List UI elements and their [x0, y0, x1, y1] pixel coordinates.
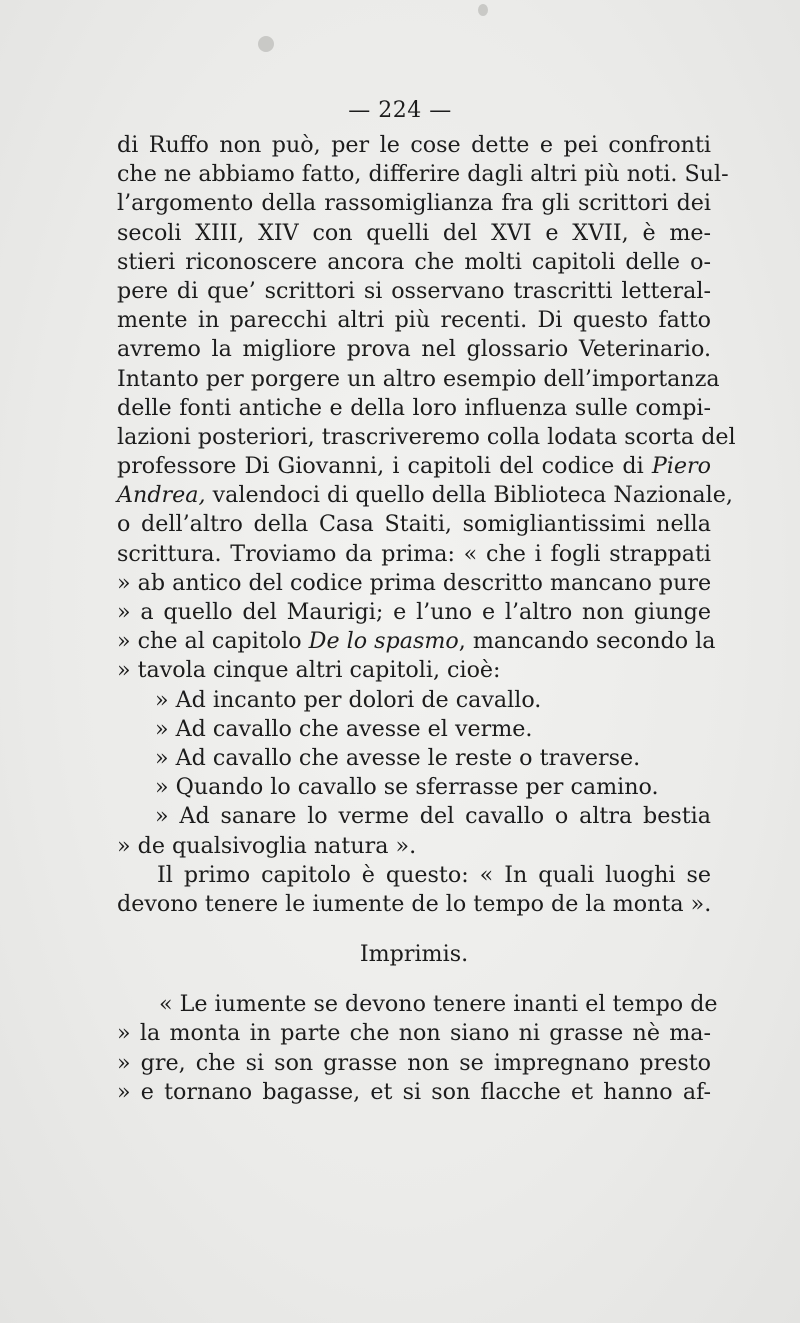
- text-line: [117, 452, 711, 481]
- chapter-line: » Ad incanto per dolori de cavallo.: [155, 686, 542, 713]
- text-line: lazioni posteriori, trascriveremo colla lodata scorta del: [117, 423, 736, 450]
- text-line: » ab antico del codice prima descritto mancano pure: [117, 569, 712, 596]
- text-line: [117, 481, 733, 510]
- text-line: di Ruffo non può, per le cose dette e pei confronti: [117, 132, 711, 158]
- page-number: — 224 —: [348, 98, 452, 123]
- text-line: che ne abbiamo fatto, differire dagli altri più noti. Sul-: [117, 161, 729, 188]
- text-segment: valendoci di quello della Biblioteca Nazionale,: [212, 482, 733, 509]
- text-line: Il primo capitolo è questo: « In quali luoghi se: [157, 861, 711, 888]
- text-line: o dell’altro della Casa Staiti, somigliantissimi nella: [117, 511, 711, 538]
- text-line: [117, 627, 716, 656]
- italic-name: Andrea,: [117, 482, 206, 509]
- text-line: Intanto per porgere un altro esempio dell’importanza: [117, 365, 720, 392]
- quote-line: « Le iumente se devono tenere inanti el tempo de: [159, 991, 718, 1018]
- text-line: stieri riconoscere ancora che molti capitoli delle o-: [117, 248, 711, 275]
- text-line: scrittura. Troviamo da prima: « che i fogli strappati: [117, 540, 711, 567]
- chapter-line: » Ad cavallo che avesse le reste o traverse.: [155, 744, 641, 771]
- text-segment: , mancando secondo la: [458, 628, 716, 655]
- text-line: secoli XIII, XIV con quelli del XVI e XVII, è me-: [117, 219, 711, 246]
- text-line: avremo la migliore prova nel glossario Veterinario.: [117, 336, 711, 363]
- text-segment: » che al capitolo: [117, 628, 302, 655]
- text-line: pere di que’ scrittori si osservano trascritti letteral-: [117, 277, 711, 304]
- text-line: devono tenere le iumente de lo tempo de la monta ».: [117, 890, 712, 917]
- italic-name: Piero: [651, 453, 711, 480]
- paper-stain: [258, 36, 274, 52]
- text-line: mente in parecchi altri più recenti. Di questo fatto: [117, 307, 711, 334]
- chapter-line: » Quando lo cavallo se sferrasse per camino.: [155, 774, 659, 801]
- chapter-line: » Ad cavallo che avesse el verme.: [155, 715, 533, 742]
- section-heading: Imprimis.: [359, 941, 469, 968]
- text-line: » tavola cinque altri capitoli, cioè:: [117, 657, 501, 684]
- text-segment: professore Di Giovanni, i capitoli del codice di: [117, 453, 644, 480]
- text-line: » a quello del Maurigi; e l’uno e l’altro non giunge: [117, 599, 711, 625]
- body-text: [117, 131, 736, 1107]
- text-line: l’argomento della rassomiglianza fra gli scrittori dei: [117, 190, 711, 217]
- paper-stain: [478, 4, 488, 16]
- text-line: delle fonti antiche e della loro influenza sulle compi-: [117, 394, 711, 421]
- chapter-line: » de qualsivoglia natura ».: [117, 832, 417, 859]
- quote-line: » e tornano bagasse, et si son flacche et hanno af-: [117, 1078, 711, 1105]
- chapter-line: » Ad sanare lo verme del cavallo o altra bestia: [155, 803, 711, 830]
- quote-line: » gre, che si son grasse non se impregnano presto: [117, 1049, 711, 1076]
- italic-title: De lo spasmo: [308, 628, 459, 655]
- quote-line: » la monta in parte che non siano ni grasse nè ma-: [117, 1020, 711, 1047]
